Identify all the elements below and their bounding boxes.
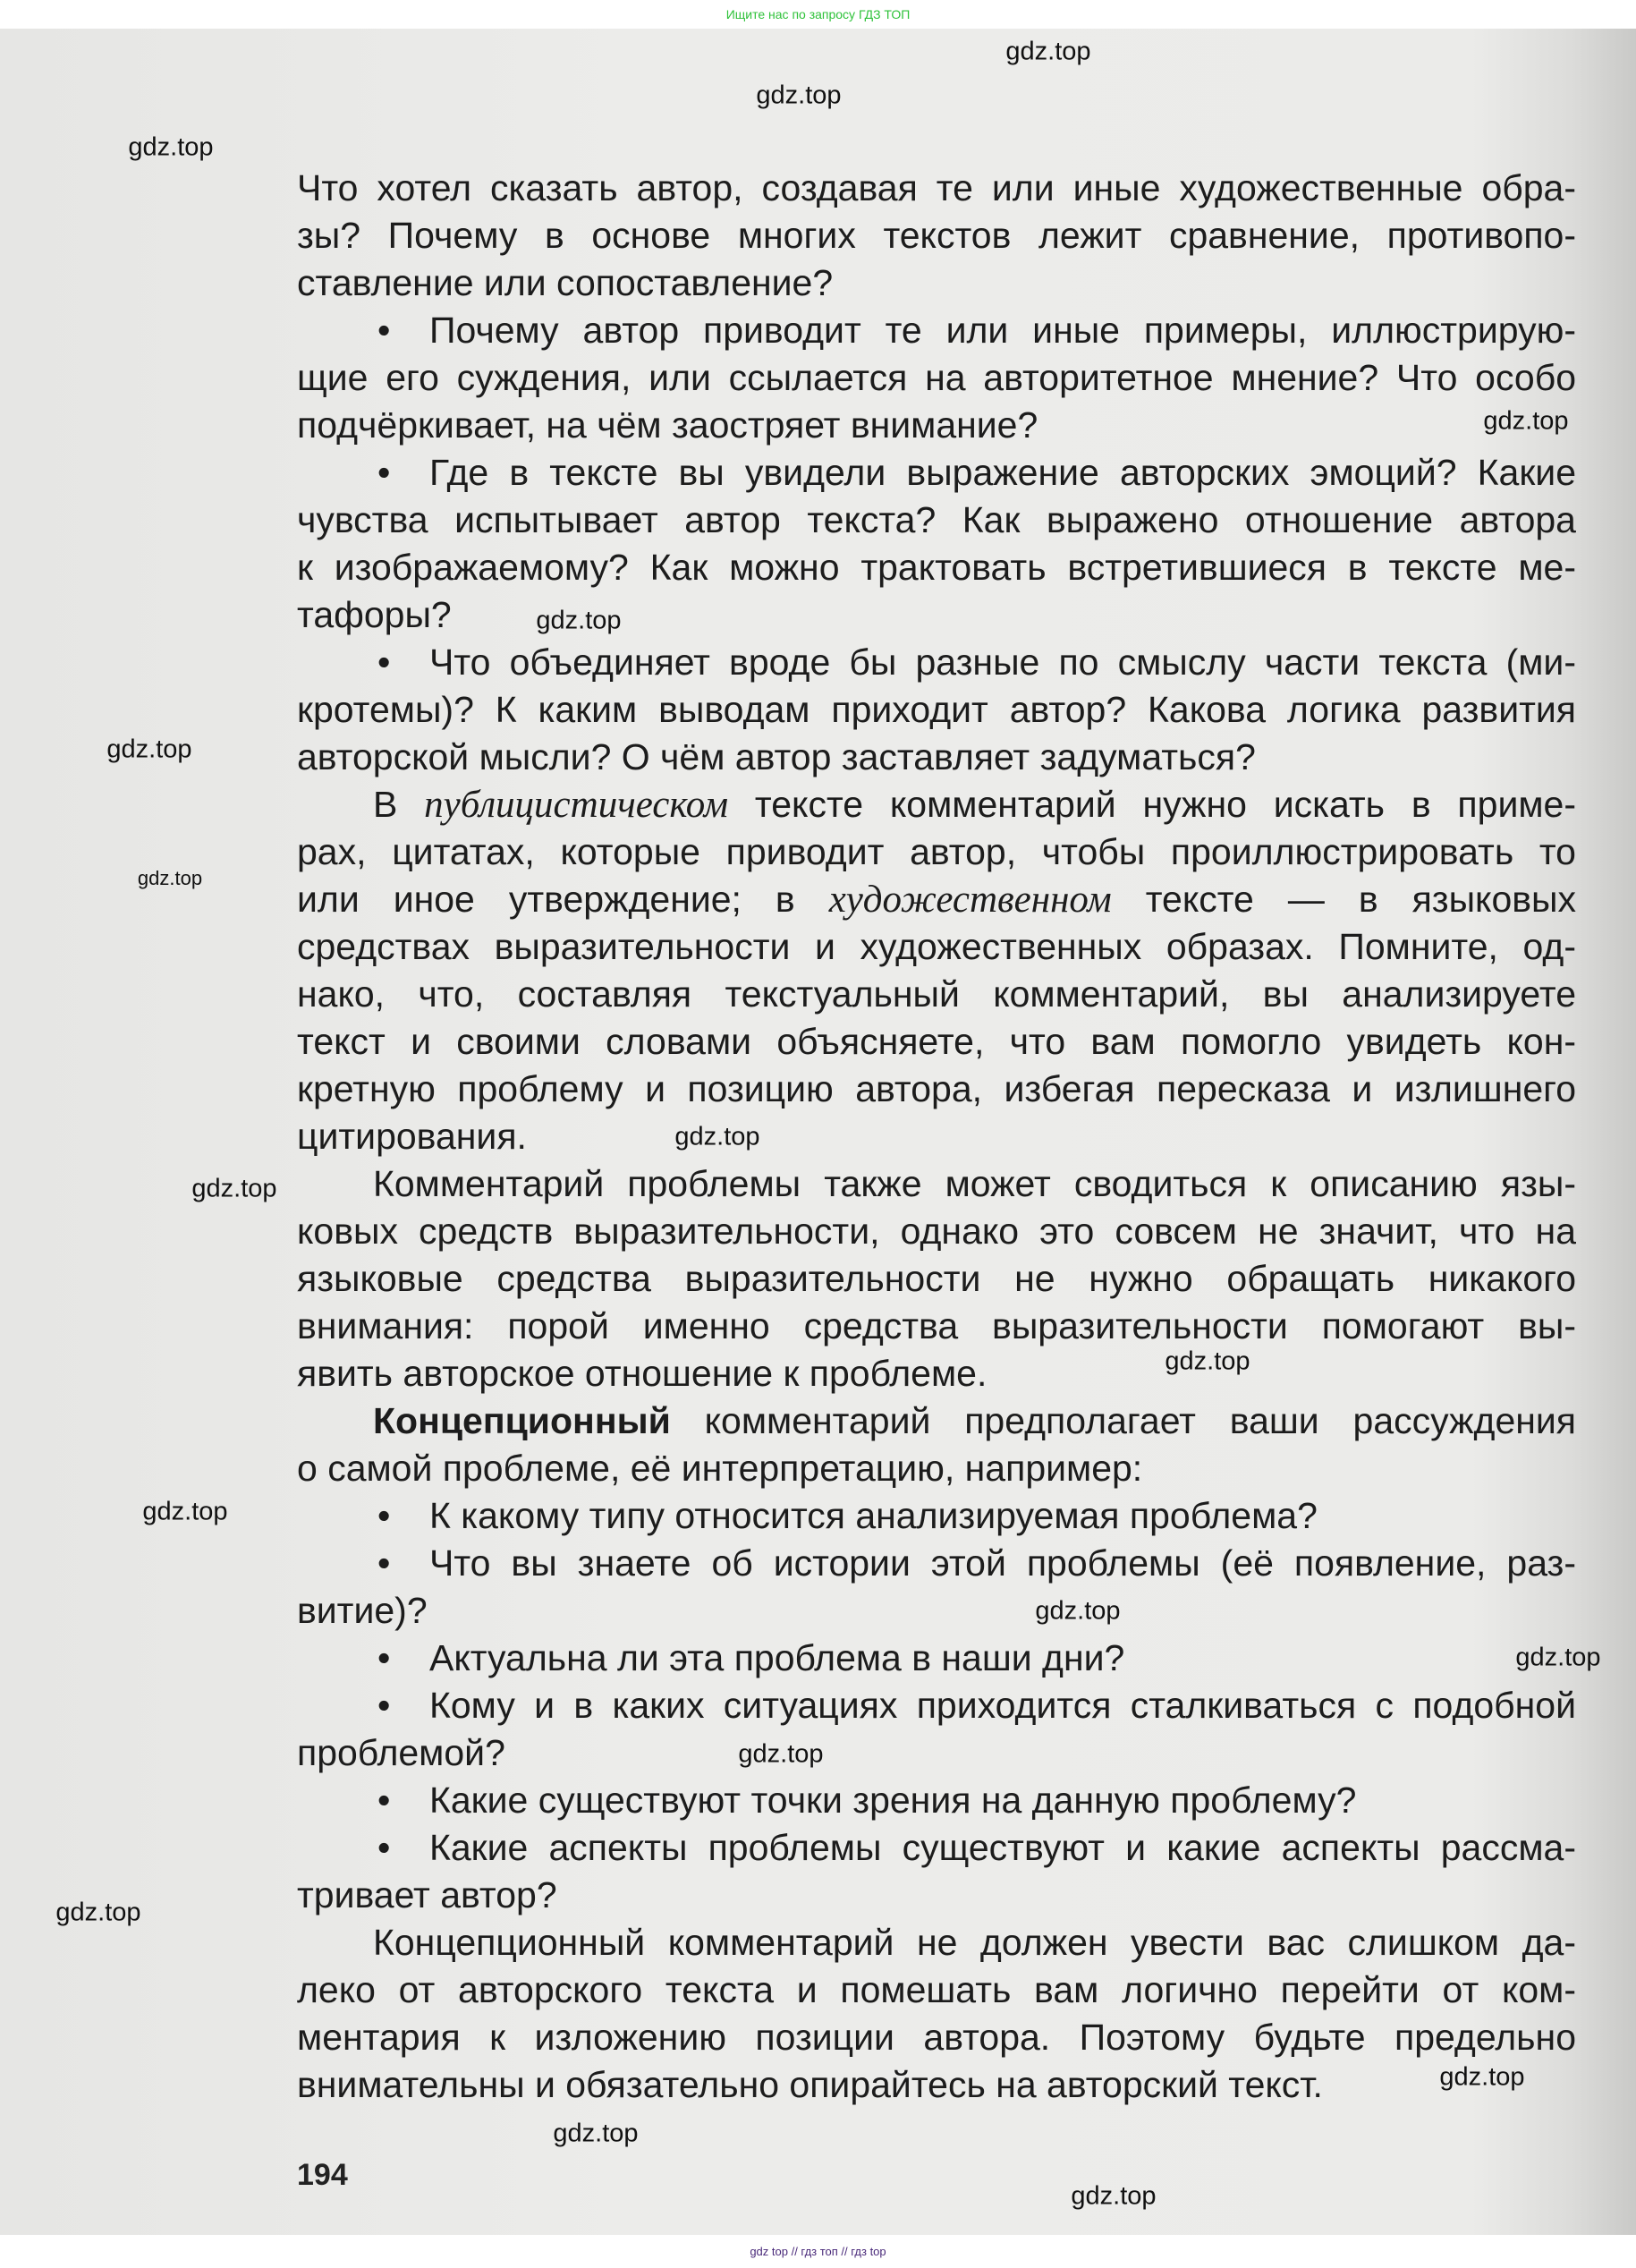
bullet-icon: •: [377, 1542, 391, 1584]
bullet-line: [297, 307, 1576, 354]
watermark-text: gdz.top: [536, 606, 622, 635]
text-run: В: [373, 784, 425, 825]
bullet-line: [297, 639, 1576, 686]
bullet-line: [297, 1777, 1576, 1824]
page-number: 194: [297, 2158, 348, 2192]
text-line: [297, 402, 1576, 449]
text-run: Что хотел сказать автор, создавая те или иные художественные обра-: [297, 167, 1576, 208]
text-line: [297, 544, 1576, 591]
text-run: Комментарий проблемы также может сводиться к описанию язы-: [373, 1163, 1576, 1204]
top-banner: [0, 0, 1636, 29]
text-line: [297, 1018, 1576, 1066]
text-line: [297, 212, 1576, 259]
bullet-icon: •: [377, 1780, 391, 1821]
text-run: рах, цитатах, которые приводит автор, чтобы проиллюстрировать то: [297, 831, 1576, 872]
watermark-text: gdz.top: [1165, 1346, 1250, 1376]
text-run: или иное утверждение; в: [297, 879, 829, 920]
text-line: [297, 1872, 1576, 1919]
text-run: проблемой?: [297, 1732, 505, 1773]
text-run: явить авторское отношение к проблеме.: [297, 1353, 988, 1394]
watermark-text: gdz.top: [1439, 2062, 1525, 2092]
text-run: Почему автор приводит те или иные примеры, иллюстрирую-: [429, 310, 1576, 351]
text-line: [297, 1066, 1576, 1113]
watermark-text: gdz.top: [756, 81, 842, 110]
bullet-icon: •: [377, 641, 391, 683]
watermark-text: gdz.top: [106, 735, 192, 764]
watermark-text: gdz.top: [137, 867, 203, 889]
text-run: авторской мысли? О чём автор заставляет задуматься?: [297, 736, 1256, 777]
watermark-text: gdz.top: [55, 1898, 141, 1927]
bullet-icon: •: [377, 310, 391, 351]
bullet-icon: •: [377, 452, 391, 493]
text-run: ковых средств выразительности, однако это совсем не значит, что на: [297, 1210, 1576, 1252]
text-run: Что объединяет вроде бы разные по смыслу части текста (ми-: [429, 641, 1576, 683]
text-run: щие его суждения, или ссылается на авторитетное мнение? Что особо: [297, 357, 1576, 398]
watermark-text: gdz.top: [674, 1122, 760, 1151]
watermark-text: gdz.top: [1515, 1643, 1601, 1672]
watermark-text: gdz.top: [128, 132, 214, 162]
text-line: [297, 734, 1576, 781]
bullet-icon: •: [377, 1495, 391, 1536]
bullet-line: [297, 1492, 1576, 1540]
text-run: Актуальна ли эта проблема в наши дни?: [429, 1637, 1125, 1678]
text-run: витие)?: [297, 1590, 428, 1631]
text-run: нако, что, составляя текстуальный комментарий, вы анализируете: [297, 973, 1576, 1015]
text-line: [297, 2014, 1576, 2061]
text-run: о самой проблеме, её интерпретацию, например:: [297, 1448, 1143, 1489]
text-line: [297, 259, 1576, 307]
text-run: внимательны и обязательно опирайтесь на авторский текст.: [297, 2064, 1323, 2105]
text-run: Где в тексте вы увидели выражение авторских эмоций? Какие: [429, 452, 1576, 493]
watermark-text: gdz.top: [1483, 406, 1569, 436]
bullet-icon: •: [377, 1827, 391, 1868]
text-run: Кому и в каких ситуациях приходится сталкиваться с подобной: [429, 1685, 1576, 1726]
text-line: [297, 354, 1576, 402]
watermark-text: gdz.top: [142, 1497, 228, 1526]
text-run: тривает автор?: [297, 1874, 557, 1915]
bullet-icon: •: [377, 1685, 391, 1726]
text-run: чувства испытывает автор текста? Как выражено отношение автора: [297, 499, 1576, 540]
watermark-text: gdz.top: [738, 1739, 824, 1769]
text-run: Какие существуют точки зрения на данную проблему?: [429, 1780, 1357, 1821]
text-run: леко от авторского текста и помешать вам логично перейти от ком-: [297, 1969, 1576, 2010]
bullet-line: [297, 1635, 1576, 1682]
bold-term: Концепционный: [373, 1400, 671, 1441]
text-line: [297, 781, 1576, 828]
watermark-text: gdz.top: [191, 1174, 277, 1203]
watermark-text: gdz.top: [1005, 37, 1091, 66]
text-line: [297, 1729, 1576, 1777]
text-run: тексте комментарий нужно искать в приме-: [728, 784, 1576, 825]
text-run: текст и своими словами объясняете, что вам помогло увидеть кон-: [297, 1021, 1576, 1062]
text-run: К какому типу относится анализируемая проблема?: [429, 1495, 1318, 1536]
text-run: внимания: порой именно средства выразительности помогают вы-: [297, 1305, 1576, 1346]
text-run: комментарий предполагает ваши рассуждения: [670, 1400, 1576, 1441]
text-run: подчёркивает, на чём заостряет внимание?: [297, 404, 1038, 446]
text-line: [297, 1113, 1576, 1160]
text-line: [297, 1587, 1576, 1635]
bullet-line: [297, 1682, 1576, 1729]
page-body-text: [297, 165, 1576, 2109]
text-run: тафоры?: [297, 594, 452, 635]
bullet-line: [297, 449, 1576, 497]
text-line: [297, 1350, 1576, 1397]
text-line: [297, 876, 1576, 923]
text-run: цитирования.: [297, 1116, 527, 1157]
text-run: к изображаемому? Как можно трактовать встретившиеся в тексте ме-: [297, 547, 1576, 588]
bottom-banner-text: gdz top // гдз топ // гдз top: [750, 2245, 886, 2258]
italic-term: публицистическом: [424, 784, 729, 826]
watermark-text: gdz.top: [553, 2119, 639, 2148]
text-line: [297, 971, 1576, 1018]
text-run: кротемы)? К каким выводам приходит автор? Какова логика развития: [297, 689, 1576, 730]
watermark-text: gdz.top: [1035, 1596, 1121, 1626]
text-line: [297, 1919, 1576, 1966]
text-line: [297, 1255, 1576, 1303]
text-line: [297, 497, 1576, 544]
bullet-line: [297, 1824, 1576, 1872]
bottom-banner: [0, 2235, 1636, 2268]
text-run: тексте — в языковых: [1111, 879, 1576, 920]
text-line: [297, 165, 1576, 212]
text-line: [297, 1160, 1576, 1208]
watermark-text: gdz.top: [1071, 2181, 1157, 2211]
text-run: кретную проблему и позицию автора, избегая пересказа и излишнего: [297, 1068, 1576, 1109]
text-run: Концепционный комментарий не должен увести вас слишком да-: [373, 1922, 1576, 1963]
text-line: [297, 1208, 1576, 1255]
top-banner-text: Ищите нас по запросу ГДЗ ТОП: [725, 7, 911, 21]
text-run: Что вы знаете об истории этой проблемы (её появление, раз-: [429, 1542, 1576, 1584]
bullet-line: [297, 1540, 1576, 1587]
text-run: зы? Почему в основе многих текстов лежит сравнение, противопо-: [297, 215, 1576, 256]
text-line: [297, 2061, 1576, 2109]
text-line: [297, 1397, 1576, 1445]
text-run: ставление или сопоставление?: [297, 262, 834, 303]
italic-term: художественном: [828, 879, 1112, 921]
text-line: [297, 1445, 1576, 1492]
text-line: [297, 1303, 1576, 1350]
text-run: средствах выразительности и художественных образах. Помните, од-: [297, 926, 1576, 967]
bullet-icon: •: [377, 1637, 391, 1678]
text-line: [297, 686, 1576, 734]
text-run: языковые средства выразительности не нужно обращать никакого: [297, 1258, 1576, 1299]
text-run: Какие аспекты проблемы существуют и какие аспекты рассма-: [429, 1827, 1576, 1868]
text-run: ментария к изложению позиции автора. Поэтому будьте предельно: [297, 2017, 1576, 2058]
text-line: [297, 1966, 1576, 2014]
text-line: [297, 591, 1576, 639]
text-line: [297, 828, 1576, 876]
text-line: [297, 923, 1576, 971]
